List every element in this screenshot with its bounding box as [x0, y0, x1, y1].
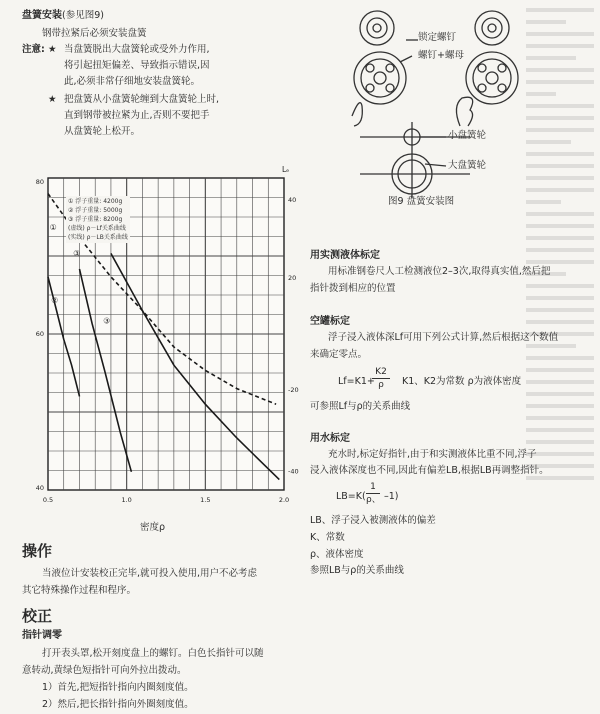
- series-marker: ②: [51, 295, 59, 305]
- label-large-reel: 大盘簧轮: [448, 160, 487, 171]
- hand-left: [352, 103, 362, 126]
- series-marker: ③: [103, 316, 111, 326]
- star-icon: ★: [48, 94, 57, 105]
- measured-line2: 指针拨到相应的位置: [310, 283, 396, 294]
- measured-title: 用实测液体标定: [310, 250, 380, 261]
- def-k: K、常数: [310, 532, 345, 543]
- y-left-tick-label: 60: [35, 330, 44, 338]
- chart-legend: [66, 196, 130, 243]
- water-title: 用水标定: [310, 433, 350, 444]
- def-rho: ρ、液体密度: [310, 549, 364, 560]
- legend-entry: (实线) ρ－LB关系曲线: [68, 234, 128, 241]
- legend-entry: (虚线) ρ－Lf关系曲线: [68, 225, 126, 232]
- empty-line1: 浮子浸入液体深Lf可用下列公式计算,然后根据这个数值: [328, 332, 559, 343]
- calibration-step1: 1）首先,把短指针指向内圈刻度值。: [42, 682, 194, 693]
- install-title: 盘簧安装: [22, 10, 62, 21]
- y-right-tick-label: 20: [288, 273, 297, 282]
- install-heading: [22, 8, 104, 23]
- x-tick-label: 1.0: [121, 496, 132, 504]
- chart-xlabel: 密度ρ: [140, 522, 166, 533]
- note1-line1: 当盘簧脱出大盘簧轮或受外力作用,: [64, 44, 210, 55]
- operation-title: 操作: [22, 542, 53, 560]
- measured-line1: 用标准钢卷尺人工检测液位2–3次,取得真实值,然后把: [328, 266, 551, 277]
- calibration-subtitle: 指针调零: [22, 630, 62, 641]
- empty-title: 空罐标定: [310, 316, 350, 327]
- small-reel-right: [475, 11, 509, 45]
- large-reel-right: [466, 52, 518, 104]
- formula2-fraction: 1 ρ、: [366, 482, 381, 505]
- bleed-through-area: [520, 0, 600, 714]
- calibration-title: 校正: [22, 607, 53, 625]
- formula2-rhs: –1): [384, 491, 399, 502]
- note2-line3: 从盘簧轮上松开。: [64, 126, 141, 137]
- star-icon: ★: [48, 44, 57, 55]
- x-tick-label: 2.0: [278, 496, 290, 504]
- legend-entry: ③ 浮子重量: 8200g: [68, 216, 123, 223]
- large-reel-left: [354, 52, 406, 104]
- figure9-caption: 图9 盘簧安装图: [388, 196, 455, 207]
- formula1-fraction: K2 ρ: [372, 366, 390, 391]
- empty-line2: 来确定零点。: [310, 349, 368, 360]
- series-marker: ①: [49, 223, 57, 232]
- operation-line2: 其它特殊操作过程和程序。: [22, 585, 137, 596]
- small-reel-left: [360, 11, 394, 45]
- x-tick-label: 1.5: [200, 496, 211, 504]
- x-tick-label: 0.5: [42, 496, 54, 504]
- install-title-ref: (参见图9): [62, 10, 104, 21]
- density-chart: [16, 150, 312, 542]
- empty-ref: 可参照Lf与ρ的关系曲线: [310, 401, 411, 412]
- y-right-tick-label: -40: [288, 467, 299, 476]
- label-lock-screw: 锁定螺钉: [418, 32, 457, 43]
- lb-ref: 参照LB与ρ的关系曲线: [310, 565, 404, 576]
- install-line1: 钢带拉紧后必须安装盘簧: [42, 28, 147, 39]
- def-lb: LB、浮子浸入被测液体的偏差: [310, 515, 436, 526]
- series-marker: ③: [73, 249, 81, 258]
- calibration-line2: 意转动,黄绿色短指针可向外拉出拨动。: [22, 665, 187, 676]
- note2-line2: 直到钢带被拉紧为止,否则不要把手: [64, 110, 210, 121]
- y-left-tick-label: 40: [35, 484, 44, 492]
- y-right-tick-label: -20: [288, 386, 299, 395]
- note2-line1: 把盘簧从小盘簧轮缠到大盘簧轮上时,: [64, 94, 220, 105]
- note-label: 注意:: [22, 44, 45, 55]
- y-left-tick-label: 80: [35, 178, 44, 186]
- y-right-tick-label: 40: [288, 195, 297, 204]
- note1-line3: 此,必须非常仔细地安装盘簧轮。: [64, 76, 201, 87]
- note1-line2: 将引起扭矩偏差、导致指示错误,因: [64, 60, 210, 71]
- calibration-step2: 2）然后,把长指针指向外圈刻度值。: [42, 699, 194, 710]
- formula2-lhs: LB=K(: [336, 491, 366, 502]
- formula1-note: K1、K2为常数 ρ为液体密度: [402, 376, 522, 387]
- calibration-line1: 打开表头罩,松开刻度盘上的螺钉。白色长指针可以随: [42, 648, 264, 659]
- legend-entry: ① 浮子重量: 4200g: [68, 198, 123, 205]
- formula1-lhs: Lf=K1+: [338, 376, 375, 387]
- label-screw-nut: 螺钉+螺母: [418, 50, 464, 61]
- y-right-axis-label: Lₑ: [282, 165, 290, 174]
- label-small-reel: 小盘簧轮: [448, 130, 487, 141]
- water-line2: 浸入液体深度也不同,因此有偏差LB,根据LB再调整指针。: [310, 465, 549, 476]
- legend-entry: ② 浮子重量: 5000g: [68, 207, 123, 214]
- water-line1: 充水时,标定好指针,由于和实测液体比重不同,浮子: [328, 449, 537, 460]
- hand-right: [456, 97, 472, 126]
- operation-line1: 当液位计安装校正完毕,就可投入使用,用户不必考虑: [42, 568, 258, 579]
